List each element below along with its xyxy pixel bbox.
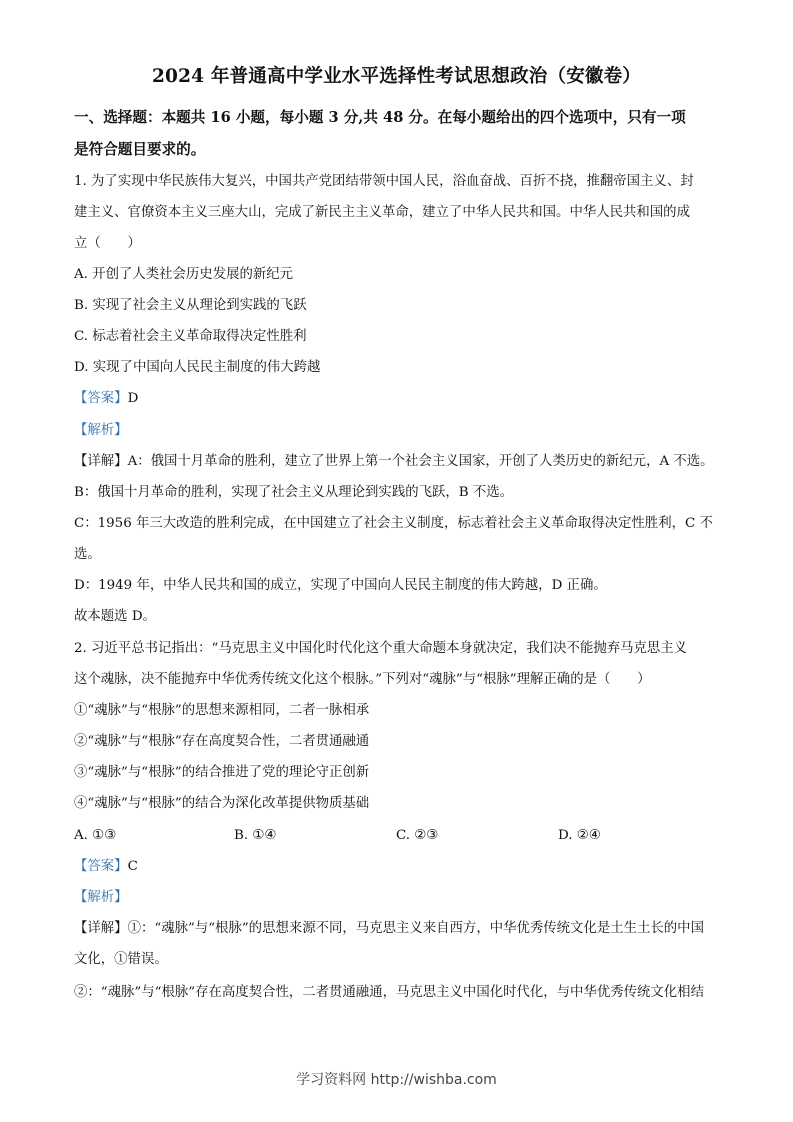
q2-statement-4: ④“魂脉”与“根脉”的结合为深化改革提供物质基础 xyxy=(74,796,370,811)
q1-detail-line-4: 选。 xyxy=(74,547,101,562)
q1-option-c: C. 标志着社会主义革命取得决定性胜利 xyxy=(74,329,307,344)
q2-option-c: C. ②③ xyxy=(396,828,439,843)
detail-tag: 【详解】 xyxy=(74,454,128,469)
answer-value: D xyxy=(127,391,139,406)
q2-statement-3: ③“魂脉”与“根脉”的结合推进了党的理论守正创新 xyxy=(74,765,370,780)
section-heading-line-2: 是符合题目要求的。 xyxy=(74,141,206,158)
page-footer: 学习资料网 http://wishba.com xyxy=(296,1072,497,1088)
answer-tag: 【答案】 xyxy=(74,391,128,406)
q2-stem-line-2: 这个魂脉，决不能抛弃中华优秀传统文化这个根脉。”下列对“魂脉”与“根脉”理解正确的是（ ） xyxy=(74,672,651,687)
q2-detail-line-3: ②：“魂脉”与“根脉”存在高度契合性，二者贯通融通，马克思主义中国化时代化，与中华优秀传统文化相结 xyxy=(74,985,704,1000)
q1-answer xyxy=(74,389,734,409)
q2-answer xyxy=(74,857,734,877)
q1-option-b: B. 实现了社会主义从理论到实践的飞跃 xyxy=(74,298,307,313)
q2-option-d: D. ②④ xyxy=(558,828,601,843)
q1-option-d: D. 实现了中国向人民民主制度的伟大跨越 xyxy=(74,360,321,375)
answer-value: C xyxy=(127,859,138,874)
detail-tag: 【详解】 xyxy=(74,921,128,936)
q2-option-a: A. ①③ xyxy=(74,828,117,843)
q2-statement-2: ②“魂脉”与“根脉”存在高度契合性，二者贯通融通 xyxy=(74,734,370,749)
q2-statement-1: ①“魂脉”与“根脉”的思想来源相同，二者一脉相承 xyxy=(74,703,370,718)
q1-detail-line-1 xyxy=(74,452,734,472)
q1-option-a: A. 开创了人类社会历史发展的新纪元 xyxy=(74,267,294,282)
q2-stem-line-1: 2. 习近平总书记指出：“马克思主义中国化时代化这个重大命题本身就决定，我们决不能抛弃马克思主义 xyxy=(74,641,688,656)
q2-option-b: B. ①④ xyxy=(234,828,277,843)
answer-tag: 【答案】 xyxy=(74,859,128,874)
analysis-tag: 【解析】 xyxy=(74,423,128,438)
q1-detail-line-3: C：1956 年三大改造的胜利完成，在中国建立了社会主义制度，标志着社会主义革命取得决定性胜利，C 不 xyxy=(74,516,713,531)
q1-analysis-tag xyxy=(74,421,734,441)
q1-detail-line-2: B：俄国十月革命的胜利，实现了社会主义从理论到实践的飞跃，B 不选。 xyxy=(74,485,514,500)
q1-detail-line-6: 故本题选 D。 xyxy=(74,609,156,624)
q2-detail-line-1 xyxy=(74,919,734,939)
q2-analysis-tag xyxy=(74,888,734,908)
detail-text: A：俄国十月革命的胜利，建立了世界上第一个社会主义国家，开创了人类历史的新纪元，A 不选。 xyxy=(127,454,714,469)
q1-stem-line-3: 立（ ） xyxy=(74,236,141,251)
q1-stem-line-1: 1. 为了实现中华民族伟大复兴，中国共产党团结带领中国人民，浴血奋战、百折不挠，推翻帝国主义、封 xyxy=(74,174,694,189)
q2-detail-line-2: 文化，①错误。 xyxy=(74,952,168,967)
section-heading-line-1: 一、选择题：本题共 16 小题，每小题 3 分,共 48 分。在每小题给出的四个选项中，只有一项 xyxy=(74,109,686,126)
page-title: 2024 年普通高中学业水平选择性考试思想政治（安徽卷） xyxy=(151,66,642,87)
q1-stem-line-2: 建主义、官僚资本主义三座大山，完成了新民主主义革命，建立了中华人民共和国。中华人民共和国的成 xyxy=(74,205,690,220)
q1-detail-line-5: D：1949 年，中华人民共和国的成立，实现了中国向人民民主制度的伟大跨越，D 正确。 xyxy=(74,578,607,593)
detail-text: ①：“魂脉”与“根脉”的思想来源不同，马克思主义来自西方，中华优秀传统文化是土生土长的中国 xyxy=(127,921,704,936)
analysis-tag: 【解析】 xyxy=(74,890,128,905)
